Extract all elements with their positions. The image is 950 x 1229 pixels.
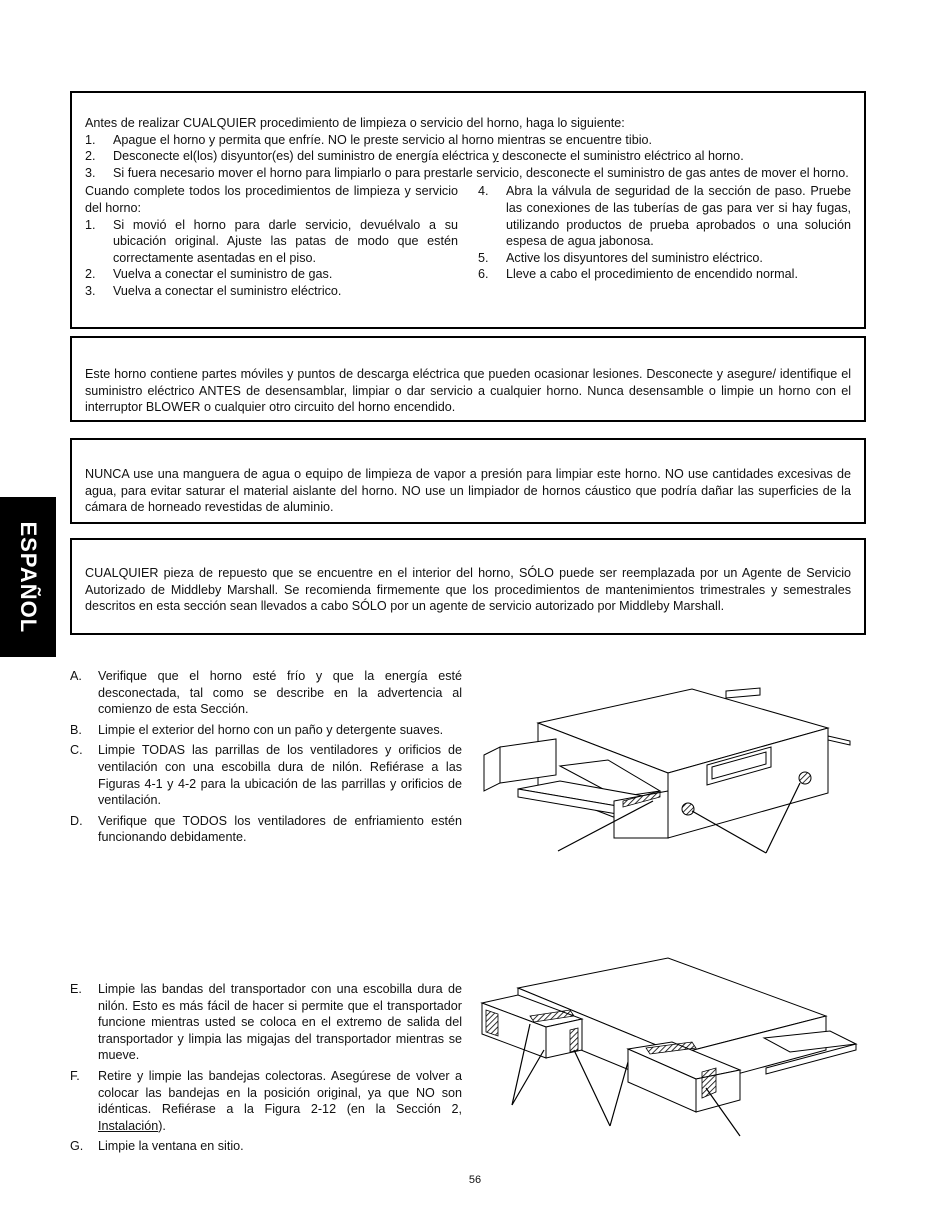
- list-item: F. Retire y limpie las bandejas colectoras. Asegúrese de volver a colocar las bandejas en la posición original, ya que NO son idénticas. Refiérase a la Figura 2-12 (en la Sección 2, Instalación).: [70, 1068, 462, 1133]
- list-item: G. Limpie la ventana en sitio.: [70, 1139, 244, 1154]
- warning-text: Este horno contiene partes móviles y puntos de descarga eléctrica que pueden ocasionar lesiones. Desconecte y asegure/ identifique el suministro eléctrico ANTES de desensamblar, limpiar o dar servicio a cualquier horno. Nunca desensamble o limpie un horno con el interruptor BLOWER o cualquier otro circuito del horno encendido.: [85, 367, 851, 415]
- list-item: E. Limpie las bandas del transportador con una escobilla dura de nilón. Esto es más fácil de hacer si permite que el transportador funcione mientras usted se coloca en el extremo de salida del transportador y limpia las migajas del transportador mientras se mueve.: [70, 982, 462, 1063]
- list-item: C. Limpie TODAS las parrillas de los ventiladores y orificios de ventilación con una escobilla dura de nilón. Refiérase a las Figuras 4-1 y 4-2 para la ubicación de las parrillas y orificios de ventilación.: [70, 743, 462, 808]
- oven-crumb-trays-figure: [478, 950, 858, 1140]
- electrical-warning-box: [70, 336, 866, 422]
- list-item: 1. Si movió el horno para darle servicio, devuélvalo a su ubicación original. Ajuste las patas de modo que estén correctamente asentadas en el piso.: [85, 217, 458, 265]
- list-item: 6. Lleve a cabo el procedimiento de encendido normal.: [478, 267, 798, 282]
- notice-text: CUALQUIER pieza de repuesto que se encuentre en el interior del horno, SÓLO puede ser reemplazada por un Agente de Servicio Autorizado de Middleby Marshall. Se recomienda firmemente que los procedimientos de mantenimientos trimestrales y semestrales descritos en esta sección sean llevados a cabo SÓLO por un agente de servicio autorizado por Middleby Marshall.: [85, 566, 851, 614]
- language-tab-label: ESPAÑOL: [16, 521, 42, 633]
- cleaning-steps-bottom: [70, 981, 462, 1159]
- list-item: 1. Apague el horno y permita que enfríe. NO le preste servicio al horno mientras se encuentre tibio.: [85, 132, 653, 147]
- after-steps-right-column: [478, 183, 851, 299]
- list-item: A. Verifique que el horno esté frío y que la energía esté desconectada, tal como se describe en la advertencia al comienzo de esta Sección.: [70, 669, 462, 717]
- after-intro: Cuando complete todos los procedimientos de limpieza y servicio del horno:: [85, 184, 458, 215]
- list-item: D. Verifique que TODOS los ventiladores de enfriamiento estén funcionando debidamente.: [70, 813, 462, 845]
- list-item: 4. Abra la válvula de seguridad de la sección de paso. Pruebe las conexiones de las tuberías de gas para ver si hay fugas, utilizando productos de prueba aprobados o una solución espesa de agua jabonosa.: [478, 184, 851, 249]
- list-item: 3. Vuelva a conectar el suministro eléctrico.: [85, 283, 342, 298]
- list-item: 2. Desconecte el(los) disyuntor(es) del suministro de energía eléctrica y desconecte el suministro eléctrico al horno.: [85, 149, 744, 164]
- list-item: 3. Si fuera necesario mover el horno para limpiarlo o para prestarle servicio, desconecte el suministro de gas antes de mover el horno.: [85, 165, 849, 180]
- list-item: 2. Vuelva a conectar el suministro de gas.: [85, 267, 333, 282]
- cleaning-steps-top: [70, 668, 462, 850]
- water-caution-box: [70, 438, 866, 524]
- service-agent-notice-box: [70, 538, 866, 635]
- oven-fan-grilles-figure: [478, 683, 858, 858]
- list-item: B. Limpie el exterior del horno con un paño y detergente suaves.: [70, 722, 444, 737]
- service-procedure-box: [70, 91, 866, 329]
- language-tab: [0, 497, 56, 657]
- caution-text: NUNCA use una manguera de agua o equipo de limpieza de vapor a presión para limpiar este horno. NO use cantidades excesivas de agua, para evitar saturar el material aislante del horno. NO use un limpiador de hornos cáustico que podría dañar las superficies de la cámara de horneado revestidas de aluminio.: [85, 467, 851, 515]
- list-item: 5. Active los disyuntores del suministro eléctrico.: [478, 250, 763, 265]
- after-steps-left-column: [85, 183, 458, 299]
- page-number: 56: [468, 1174, 482, 1186]
- procedure-intro: Antes de realizar CUALQUIER procedimiento de limpieza o servicio del horno, haga lo siguiente:: [85, 116, 625, 130]
- before-steps-list: [85, 132, 851, 182]
